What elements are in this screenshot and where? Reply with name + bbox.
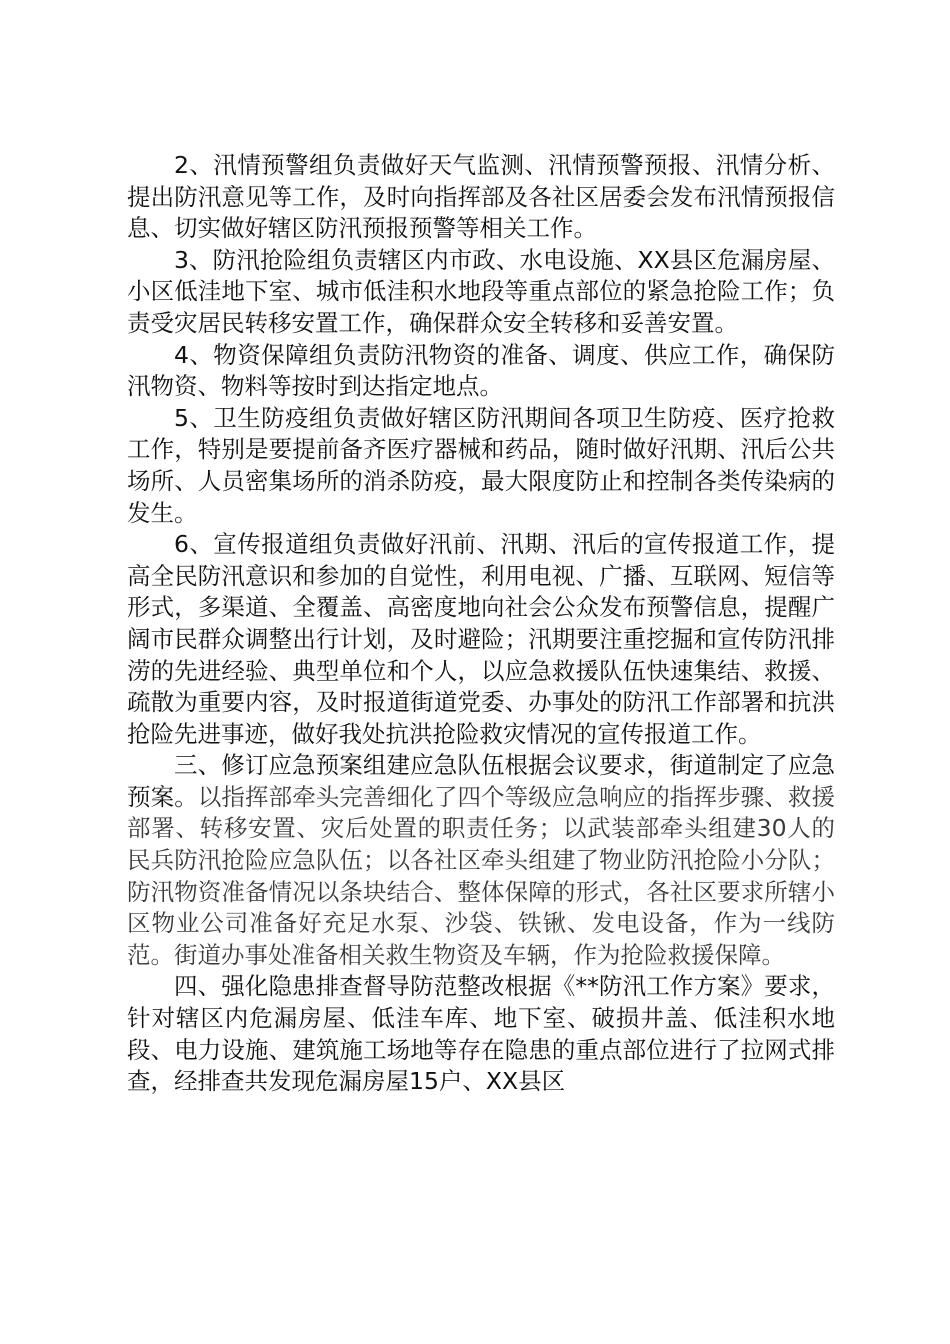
paragraph-supply-group: 4、物资保障组负责防汛物资的准备、调度、供应工作，确保防汛物资、物料等按时到达指定地点。	[127, 340, 835, 401]
emergency-plan-details: 以指挥部牵头完善细化了四个等级应急响应的指挥步骤、救援部署、转移安置、灾后处置的职责任务；以武装部牵头组建30人的民兵防汛抢险应急队伍；以各社区牵头组建了物业防汛抢险小分队；防汛物资准备情况以条块结合、整体保障的形式，各社区要求所辖小区物业公司准备好充足水泵、沙袋、铁锹、发电设备，作为一线防范。街道办事处准备相关救生物资及车辆，作为抢险救援保障。	[127, 782, 836, 969]
paragraph-rescue-group: 3、防汛抢险组负责辖区内市政、水电设施、XX县区危漏房屋、小区低洼地下室、城市低洼积水地段等重点部位的紧急抢险工作；负责受灾居民转移安置工作，确保群众安全转移和妥善安置。	[127, 245, 835, 337]
document-body	[127, 150, 835, 1098]
paragraph-emergency-plan	[127, 750, 835, 971]
paragraph-warning-group: 2、汛情预警组负责做好天气监测、汛情预警预报、汛情分析、提出防汛意见等工作，及时向指挥部及各社区居委会发布汛情预报信息、切实做好辖区防汛预报预警等相关工作。	[127, 151, 835, 243]
paragraph-health-group: 5、卫生防疫组负责做好辖区防汛期间各项卫生防疫、医疗抢救工作，特别是要提前备齐医疗器械和药品，随时做好汛期、汛后公共场所、人员密集场所的消杀防疫，最大限度防止和控制各类传染病的发生。	[127, 403, 835, 527]
emergency-plan-lead: 三、修订应急预案组建应急队伍根据会议要求，街道制定了应急预案。	[127, 751, 835, 811]
paragraph-hazard-inspection: 四、强化隐患排查督导防范整改根据《**防汛工作方案》要求，针对辖区内危漏房屋、低洼车库、地下室、破损井盖、低洼积水地段、电力设施、建筑施工场地等存在隐患的重点部位进行了拉网式排查，经排查共发现危漏房屋15户、XX县区	[127, 972, 835, 1096]
paragraph-publicity-group: 6、宣传报道组负责做好汛前、汛期、汛后的宣传报道工作，提高全民防汛意识和参加的自觉性，利用电视、广播、互联网、短信等形式，多渠道、全覆盖、高密度地向社会公众发布预警信息，提醒广阔市民群众调整出行计划，及时避险；汛期要注重挖掘和宣传防汛排涝的先进经验、典型单位和个人，以应急救援队伍快速集结、救援、疏散为重要内容，及时报道街道党委、办事处的防汛工作部署和抗洪抢险先进事迹，做好我处抗洪抢险救灾情况的宣传报道工作。	[127, 530, 835, 748]
